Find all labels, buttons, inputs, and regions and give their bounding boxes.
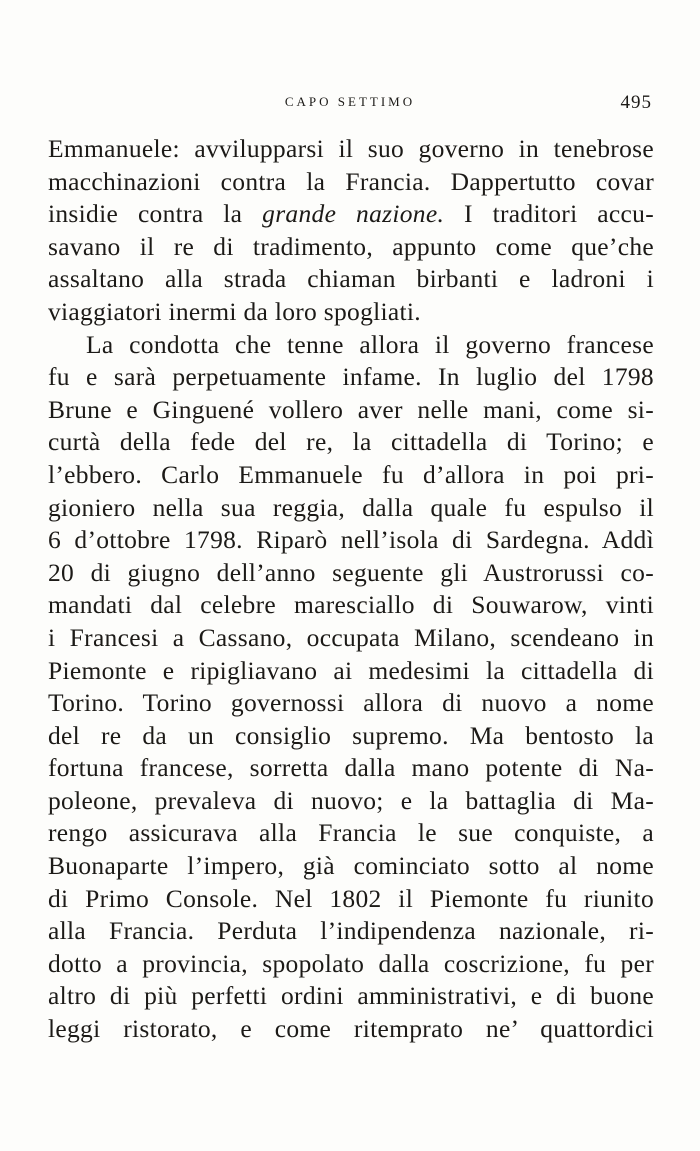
text-line: savano il re di tradimento, appunto come que’che: [48, 231, 654, 261]
text-line: poleone, prevaleva di nuovo; e la battaglia di Ma-: [48, 785, 654, 815]
text-line: Torino. Torino governossi allora di nuovo a nome: [48, 688, 654, 718]
paragraph-1: [48, 133, 654, 329]
text-line: Brune e Ginguené vollero aver nelle mani, come si-: [48, 394, 654, 424]
text-line: mandati dal celebre maresciallo di Souwarow, vinti: [48, 590, 654, 620]
text-line: del re da un consiglio supremo. Ma bentosto la: [48, 720, 654, 750]
italic-phrase: grande nazione.: [262, 199, 445, 229]
text-line: altro di più perfetti ordini amministrativi, e di buone: [48, 981, 654, 1011]
page-number: 495: [620, 92, 652, 113]
paragraph-2: [48, 329, 654, 1046]
text-line: assaltano alla strada chiaman birbanti e ladroni i: [48, 264, 654, 294]
text-line: l’ebbero. Carlo Emmanuele fu d’allora in poi pri-: [48, 459, 654, 489]
text-line: fortuna francese, sorretta dalla mano potente di Na-: [48, 753, 654, 783]
text-line: macchinazioni contra la Francia. Dappertutto covar: [48, 166, 654, 196]
text-line: di Primo Console. Nel 1802 il Piemonte fu riunito: [48, 883, 654, 913]
text-segment: insidie contra la: [48, 199, 263, 229]
body-text: [48, 133, 654, 1046]
text-line: viaggiatori inermi da loro spogliati.: [48, 296, 421, 326]
text-line: rengo assicurava alla Francia le sue conquiste, a: [48, 818, 654, 848]
text-line: 6 d’ottobre 1798. Riparò nell’isola di Sardegna. Addì: [48, 525, 654, 555]
text-line: Buonaparte l’impero, già cominciato sotto al nome: [48, 851, 654, 881]
text-line: [48, 198, 654, 231]
text-line: dotto a provincia, spopolato dalla coscrizione, fu per: [48, 948, 654, 978]
text-line: fu e sarà perpetuamente infame. In luglio del 1798: [48, 362, 654, 392]
text-line: leggi ristorato, e come ritemprato ne’ quattordici: [48, 1014, 654, 1044]
running-head: [0, 92, 700, 114]
text-line: 20 di giugno dell’anno seguente gli Austrorussi co-: [48, 557, 654, 587]
text-line: gioniero nella sua reggia, dalla quale fu espulso il: [48, 492, 654, 522]
text-line: Emmanuele: avvilupparsi il suo governo in tenebrose: [48, 134, 654, 163]
text-line: i Francesi a Cassano, occupata Milano, scendeano in: [48, 622, 654, 652]
text-line: alla Francia. Perduta l’indipendenza nazionale, ri-: [48, 916, 654, 946]
text-line: curtà della fede del re, la cittadella di Torino; e: [48, 427, 654, 457]
running-title: CAPO SETTIMO: [284, 94, 416, 109]
text-line: La condotta che tenne allora il governo francese: [86, 329, 654, 359]
text-line: Piemonte e ripigliavano ai medesimi la cittadella di: [48, 655, 654, 685]
text-segment: I traditori accu-: [444, 199, 654, 229]
